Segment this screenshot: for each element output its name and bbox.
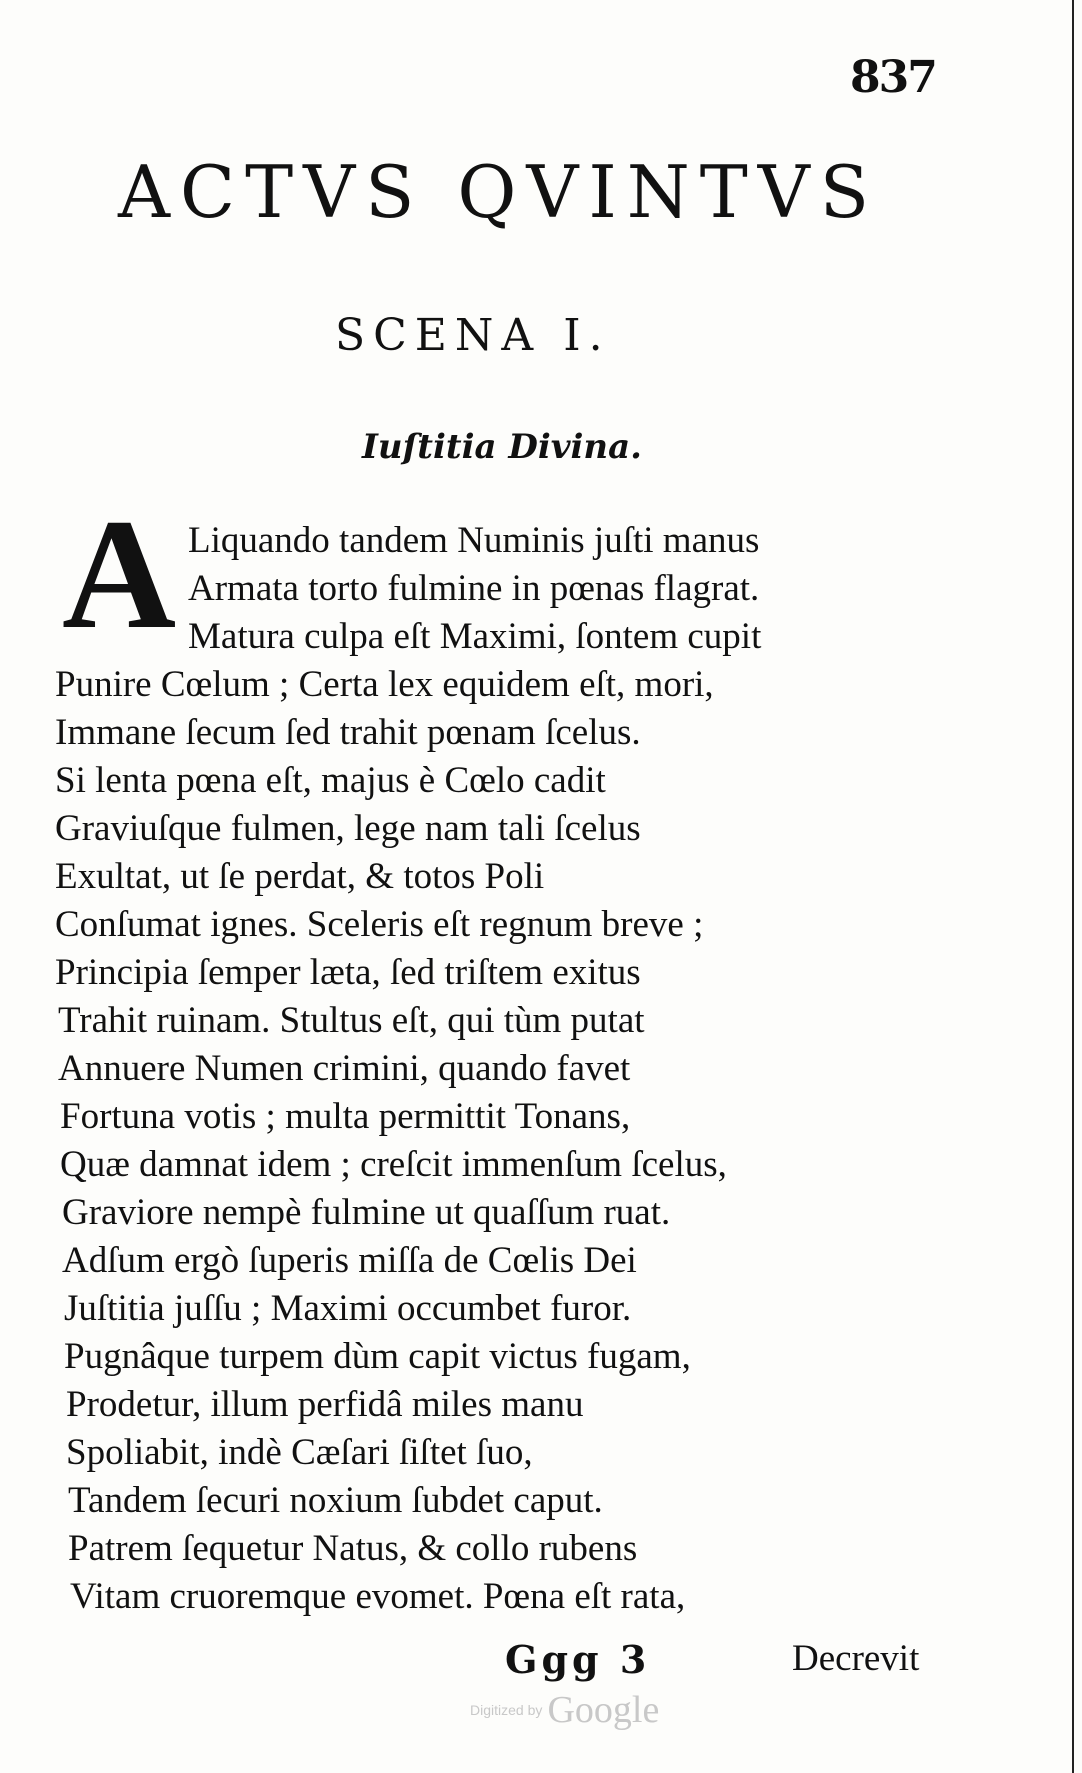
verse-line: Fortuna votis ; multa permittit Tonans,	[60, 1096, 631, 1137]
drop-cap: A	[62, 487, 177, 662]
page-edge-rule	[1072, 0, 1074, 1773]
verse-line: Graviuſque fulmen, lege nam tali ſcelus	[55, 808, 641, 849]
digitized-watermark	[470, 1688, 659, 1732]
verse-line: Adſum ergò ſuperis miſſa de Cœlis Dei	[62, 1240, 637, 1281]
verse-line: Quæ damnat idem ; creſcit immenſum ſcelus,	[60, 1144, 727, 1185]
verse-line: Liquando tandem Numinis juſti manus	[188, 520, 760, 561]
scene-title: SCENA I.	[335, 310, 611, 361]
catchword: Decrevit	[792, 1638, 920, 1679]
verse-line: Juſtitia juſſu ; Maximi occumbet furor.	[64, 1288, 632, 1329]
signature-mark: Ggg 3	[505, 1637, 651, 1682]
act-title: ACTVS QVINTVS	[118, 150, 880, 234]
verse-line: Pugnâque turpem dùm capit victus fugam,	[64, 1336, 691, 1377]
verse-line: Prodetur, illum perfidâ miles manu	[66, 1384, 584, 1425]
verse-line: Conſumat ignes. Sceleris eſt regnum breve ;	[55, 904, 704, 945]
verse-line: Principia ſemper læta, ſed triſtem exitus	[55, 952, 641, 993]
verse-line: Exultat, ut ſe perdat, & totos Poli	[55, 856, 545, 897]
verse-line: Graviore nempè fulmine ut quaſſum ruat.	[62, 1192, 671, 1233]
verse-line: Immane ſecum ſed trahit pœnam ſcelus.	[55, 712, 641, 753]
verse-line: Trahit ruinam. Stultus eſt, qui tùm putat	[58, 1000, 645, 1041]
verse-line: Tandem ſecuri noxium ſubdet caput.	[68, 1480, 603, 1521]
page-number: 837	[850, 52, 936, 103]
verse-line: Si lenta pœna eſt, majus è Cœlo cadit	[55, 760, 606, 801]
verse-line: Patrem ſequetur Natus, & collo rubens	[68, 1528, 638, 1569]
verse-line: Matura culpa eſt Maximi, ſontem cupit	[188, 616, 762, 657]
verse-line: Vitam cruoremque evomet. Pœna eſt rata,	[70, 1576, 686, 1617]
speaker-name: Iuſtitia Divina.	[362, 427, 643, 467]
verse-line: Annuere Numen crimini, quando favet	[58, 1048, 631, 1089]
watermark-brand: Google	[547, 1689, 660, 1731]
verse-line: Spoliabit, indè Cæſari ſiſtet ſuo,	[66, 1432, 533, 1473]
watermark-prefix: Digitized by	[470, 1702, 543, 1718]
verse-line: Armata torto fulmine in pœnas flagrat.	[188, 568, 760, 609]
verse-line: Punire Cœlum ; Certa lex equidem eſt, mori,	[55, 664, 714, 705]
